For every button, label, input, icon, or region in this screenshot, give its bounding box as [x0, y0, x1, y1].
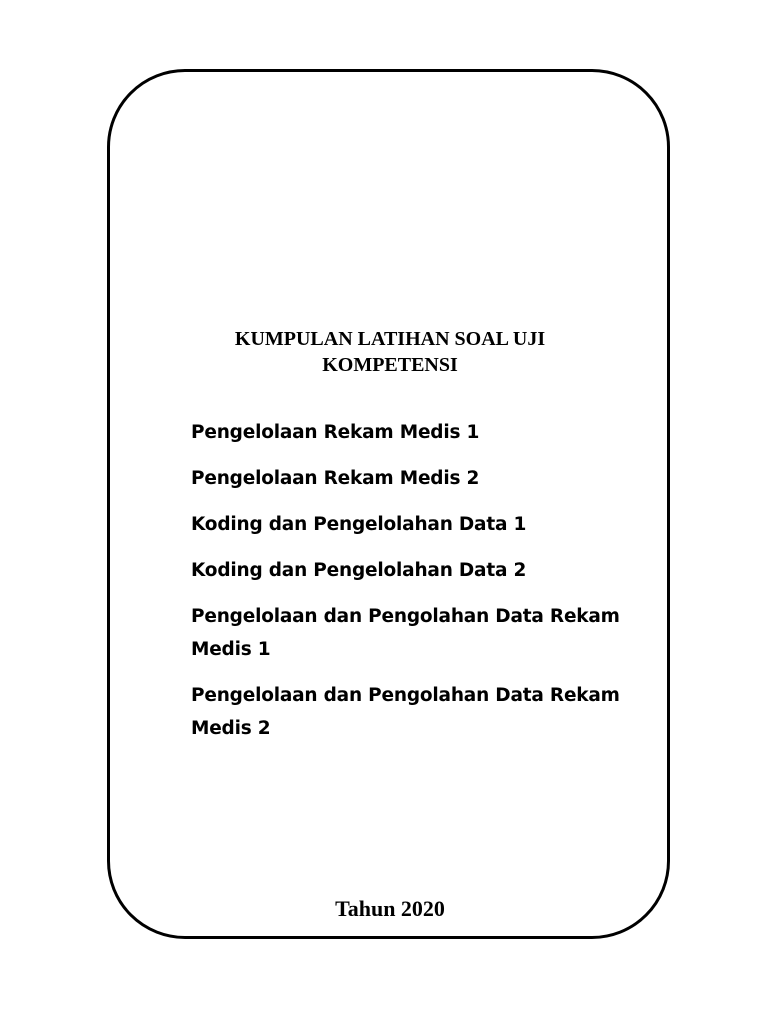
cover-title — [150, 326, 630, 378]
subject-item: Koding dan Pengelolahan Data 2 — [191, 560, 527, 581]
cover-title-line-1: KUMPULAN LATIHAN SOAL UJI — [234, 328, 546, 350]
subject-item: Pengelolaan dan Pengolahan Data Rekam Medis 2 — [191, 685, 620, 739]
subject-item: Pengelolaan Rekam Medis 1 — [191, 422, 480, 443]
cover-title-line-2: KOMPETENSI — [322, 354, 458, 376]
subject-item: Pengelolaan Rekam Medis 2 — [191, 468, 480, 489]
subject-item: Pengelolaan dan Pengolahan Data Rekam Medis 1 — [191, 606, 620, 660]
subject-item: Koding dan Pengelolahan Data 1 — [191, 514, 527, 535]
subject-list — [191, 416, 651, 758]
cover-year: Tahun 2020 — [335, 896, 445, 921]
